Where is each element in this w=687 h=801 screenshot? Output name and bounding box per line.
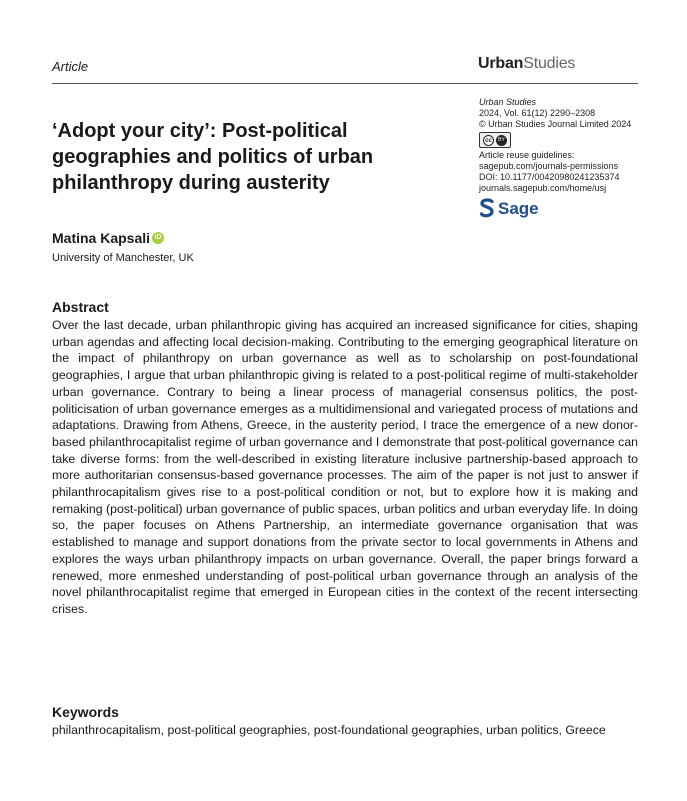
author-name: Matina Kapsali [52, 230, 151, 246]
header-divider [52, 83, 638, 84]
abstract-heading: Abstract [52, 299, 109, 315]
meta-copyright: © Urban Studies Journal Limited 2024 [479, 119, 632, 129]
journal-logo [478, 55, 575, 73]
meta-citation: 2024, Vol. 61(12) 2290–2308 [479, 108, 596, 118]
meta-reuse-label: Article reuse guidelines: [479, 150, 575, 160]
journal-logo-light: Studies [523, 55, 576, 72]
article-title: ‘Adopt your city’: Post-political geographies and politics of urban philanthropy during austerity [52, 120, 374, 194]
author-line [52, 230, 164, 246]
cc-icon: cc [483, 135, 494, 146]
article-type-label: Article [52, 59, 89, 74]
by-icon: BY [496, 135, 507, 146]
sage-s-icon [479, 198, 495, 218]
orcid-icon[interactable]: iD [152, 232, 164, 244]
cc-license-badge[interactable] [479, 132, 511, 148]
publisher-name: Sage [498, 198, 539, 218]
meta-doi[interactable]: DOI: 10.1177/00420980241235374 [479, 172, 620, 182]
keywords-heading: Keywords [52, 704, 119, 720]
publication-meta [479, 97, 659, 218]
journal-logo-bold: Urban [478, 55, 524, 72]
abstract-text: Over the last decade, urban philanthropic giving has acquired an increased significance for cities, shaping urban agendas and affecting local decision-making. Contributing to the emerging geographical literature on the impact of philanthropy on urban governance as well as to scholarship on post-foundational geographies, I argue that urban philanthropic giving is related to a post-political regime of multi-stakeholder urban governance. Contrary to being a linear process of managerial consensus politics, the post-politicisation of urban governance emerges as a multidimensional and variegated process of mutations and adaptations. Drawing from Athens, Greece, in the austerity period, I trace the emergence of a new donor-based philanthrocapitalist regime of urban governance and I demonstrate that post-political governance can take diverse forms: from the well-described in existing literature inclusive partnership-based approach to more authoritarian consensus-based governance processes. The aim of the paper is not just to answer if philanthrocapitalism gives rise to a post-political condition or not, but to explore how it is making and remaking (post-political) urban governance of public spaces, urban politics and urban everyday life. In doing so, the paper focuses on Athens Partnership, an intermediate governance organisation that was established to manage and support donations from the private sector to local governments in Athens and explores the ways urban philanthropy impacts on urban governance. Overall, the paper brings forward a renewed, more enmeshed understanding of post-political urban governance through an analysis of the novel philanthrocapitalist regime that emerged in European cities in the context of the recent intersecting crises. [52, 318, 638, 616]
publisher-logo [479, 198, 659, 218]
author-affiliation: University of Manchester, UK [52, 252, 194, 264]
keywords-text: philanthrocapitalism, post-political geographies, post-foundational geographies, urban politics, Greece [52, 723, 606, 737]
meta-journal-url[interactable]: journals.sagepub.com/home/usj [479, 183, 607, 193]
meta-reuse-link[interactable]: sagepub.com/journals-permissions [479, 161, 619, 171]
meta-journal-name: Urban Studies [479, 97, 537, 107]
